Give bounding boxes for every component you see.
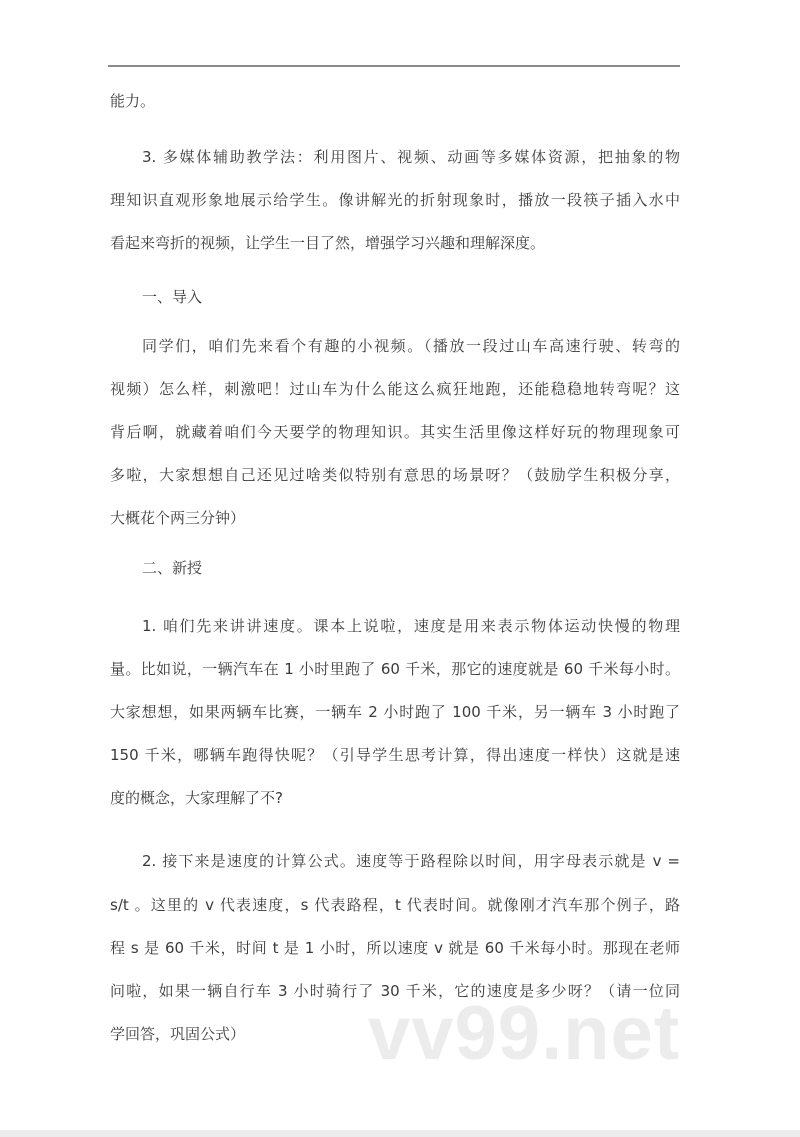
paragraph-intro-line: 同学们，咱们先来看个有趣的小视频。（播放一段过山车高速行驶、转弯的	[142, 337, 680, 355]
paragraph-formula-line: s/t 。这里的 v 代表速度，s 代表路程，t 代表时间。就像刚才汽车那个例子，路	[110, 896, 680, 914]
paragraph-speed-line: 度的概念，大家理解了不?	[110, 789, 283, 807]
paragraph-speed-line: 量。比如说，一辆汽车在 1 小时里跑了 60 千米，那它的速度就是 60 千米每小时。	[110, 660, 680, 678]
paragraph-speed-line: 150 千米，哪辆车跑得快呢？（引导学生思考计算，得出速度一样快）这就是速	[110, 746, 680, 764]
paragraph-multimedia-line: 理知识直观形象地展示给学生。像讲解光的折射现象时，播放一段筷子插入水中	[110, 191, 680, 209]
paragraph-speed-line: 大家想想，如果两辆车比赛，一辆车 2 小时跑了 100 千米，另一辆车 3 小时跑了	[110, 703, 680, 721]
paragraph-multimedia-line: 3. 多媒体辅助教学法：利用图片、视频、动画等多媒体资源，把抽象的物	[142, 148, 680, 166]
text-line: 能力。	[110, 92, 156, 110]
paragraph-formula-line: 问啦，如果一辆自行车 3 小时骑行了 30 千米，它的速度是多少呀？（请一位同	[110, 982, 680, 1000]
page-bottom-edge	[0, 1130, 800, 1137]
paragraph-formula-line: 程 s 是 60 千米，时间 t 是 1 小时，所以速度 v 就是 60 千米每小时。那现在老师	[110, 939, 680, 957]
paragraph-formula-line: 学回答，巩固公式）	[110, 1025, 246, 1043]
header-rule	[108, 65, 680, 67]
paragraph-speed-line: 1. 咱们先来讲讲速度。课本上说啦，速度是用来表示物体运动快慢的物理	[142, 617, 680, 635]
section-heading-intro: 一、导入	[142, 288, 203, 306]
paragraph-intro-line: 背后啊，就藏着咱们今天要学的物理知识。其实生活里像这样好玩的物理现象可	[110, 423, 680, 441]
paragraph-multimedia-line: 看起来弯折的视频，让学生一目了然，增强学习兴趣和理解深度。	[110, 234, 546, 252]
paragraph-intro-line: 大概花个两三分钟）	[110, 509, 246, 527]
watermark: vv99.net	[368, 991, 681, 1076]
section-heading-new: 二、新授	[142, 559, 203, 577]
paragraph-formula-line: 2. 接下来是速度的计算公式。速度等于路程除以时间，用字母表示就是 v =	[142, 852, 680, 870]
paragraph-intro-line: 视频）怎么样，刺激吧！过山车为什么能这么疯狂地跑，还能稳稳地转弯呢？这	[110, 380, 680, 398]
paragraph-intro-line: 多啦，大家想想自己还见过啥类似特别有意思的场景呀？（鼓励学生积极分享，	[110, 466, 680, 484]
